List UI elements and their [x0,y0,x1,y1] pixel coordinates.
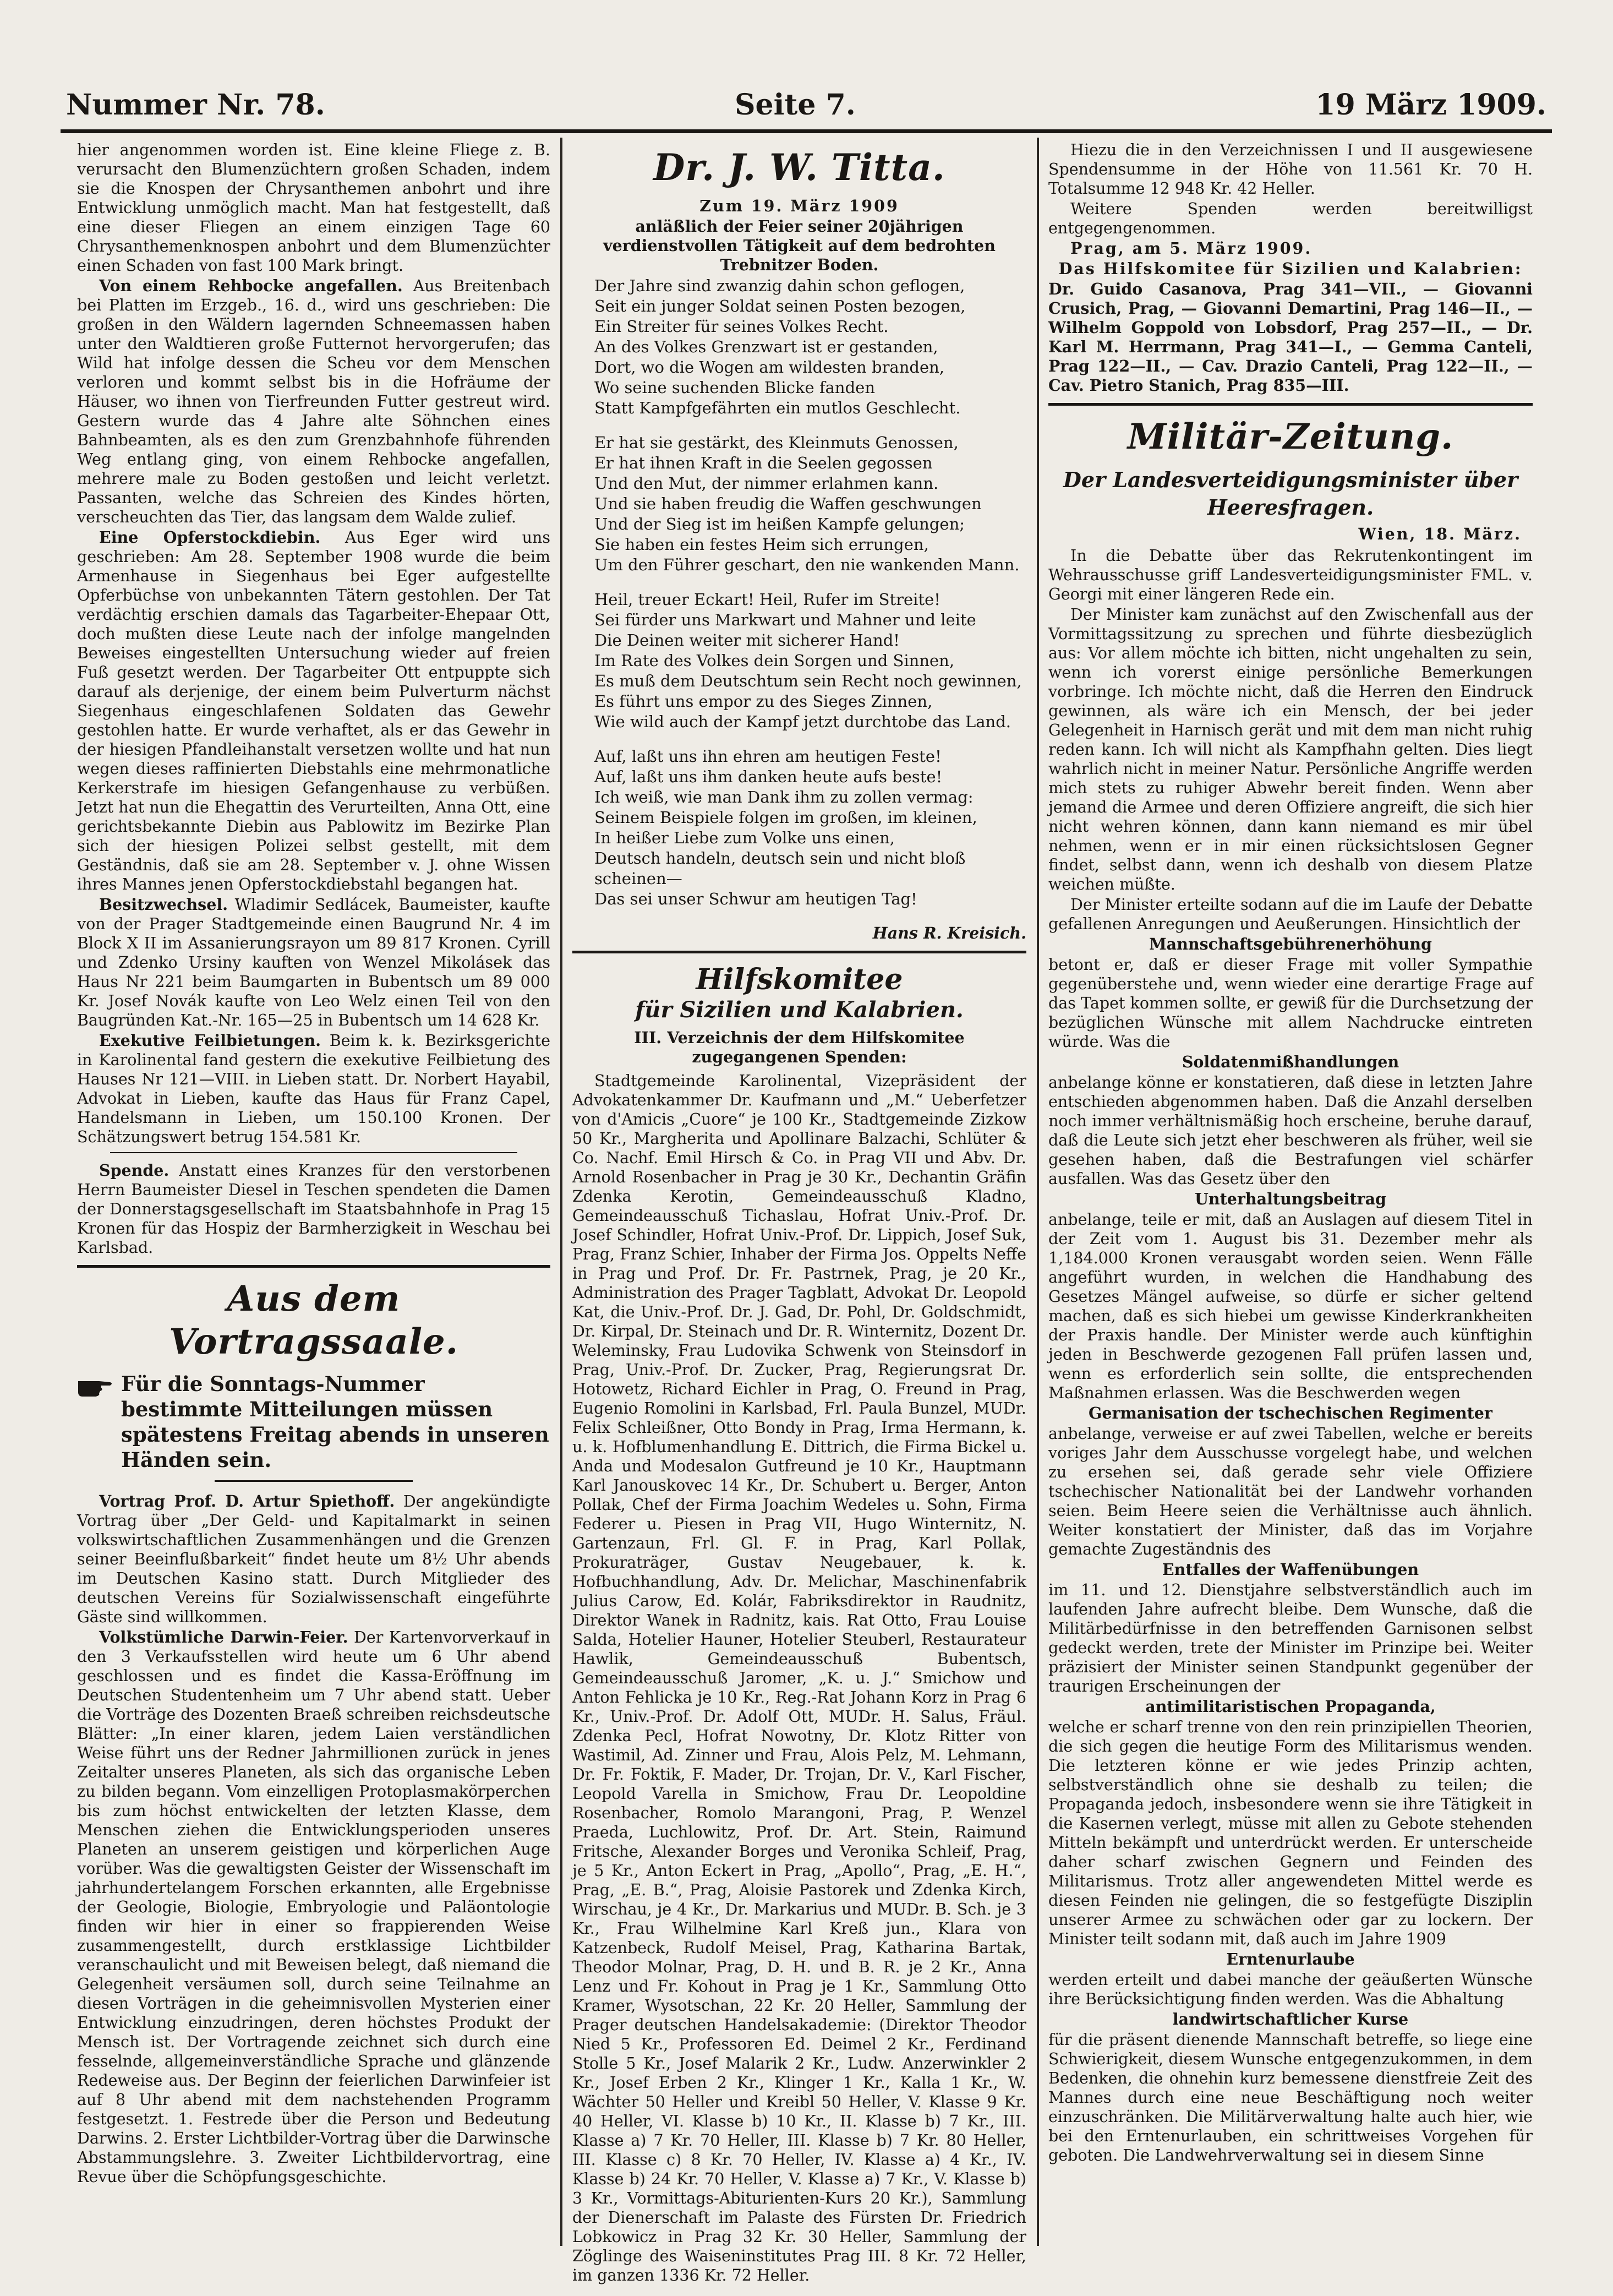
paragraph: betont er, daß er dieser Frage mit voller Sympathie gegenüberstehe und, wenn wieder eine derartige Frage auf das Tapet kommen sollte, er gewiß für die Durchsetzung der bezüglichen Wünsche mit allem Nachdrucke eintreten würde. Was die [1048,956,1533,1051]
poem-line: Der Jahre sind zwanzig dahin schon geflogen, [594,276,965,295]
item-heading: Von einem Rehbocke angefallen. [99,276,403,295]
poem-line: Es muß dem Deutschtum sein Recht noch gewinnen, [594,672,1022,690]
editorial-notice [77,1371,550,1473]
separator [110,1152,517,1153]
article-date: Zum 19. März 1909 [699,197,899,215]
page-number: Seite 7. [735,88,856,122]
pointing-hand-icon [77,1373,113,1398]
poem-stanza [594,276,1026,418]
poem-stanza [594,433,1026,575]
poem-line: Sie haben ein festes Heim sich errungen, [594,535,929,554]
paragraph: In die Debatte über das Rekrutenkontingent im Wehrausschusse griff Landesverteidigungsminister FML. v. Georgi mit einer längeren Rede ein. [1048,547,1533,603]
notice-text: Für die Sonntags-Nummer bestimmte Mitteilungen müssen spätestens Freitag abends in unseren Händen sein. [121,1372,549,1472]
subheading: antimilitaristischen Propaganda, [1145,1697,1436,1716]
item-heading: Spende. [99,1161,169,1180]
column-3 [1048,140,1533,2246]
poem-line: Es führt uns empor zu des Sieges Zinnen, [594,692,933,711]
poem-line: Statt Kampfgefährten ein mutlos Geschlecht. [594,399,961,417]
section-subtitle: für Sizilien und Kalabrien. [635,997,964,1023]
item-text: Der angekündigte Vortrag über „Der Geld- und Kapitalmarkt in seinen volkswirtschaftlichen Zusammenhängen und die Grenzen seiner Beeinflußbarkeit“ findet heute um 8½ Uhr abends im Deutschen Kasino statt. Durch Mitglieder des deutschen Vereins für Sozialwissenschaft eingeführte Gäste sind willkommen. [77,1492,550,1626]
poem-line: Um den Führer geschart, den nie wankenden Mann. [594,555,1020,574]
dateline: Wien, 18. März. [1358,525,1522,543]
subheading: Unterhaltungsbeitrag [1195,1190,1386,1208]
paragraph: im 11. und 12. Dienstjahre selbstverständlich auch im laufenden Jahre aufrecht bleibe. Dem Wunsche, daß die Militärbedürfnisse in den betreffenden Garnisonen selbst gedeckt werden, trete der Minister im Prinzipe bei. Weiter präzisiert der Minister seinen Standpunkt gegenüber der traurigen Erscheinungen der [1048,1581,1533,1695]
poem-line: Seinem Beispiele folgen im großen, im kleinen, [594,808,977,827]
separator [215,1480,413,1482]
poem-line: Im Rate des Volkes dein Sorgen und Sinnen, [594,651,955,670]
item-heading: Exekutive Feilbietungen. [99,1031,321,1050]
section-rule [572,951,1026,953]
news-item [77,528,550,894]
committee-members: Dr. Guido Casanova, Prag 341—VII., — Giovanni Crusich, Prag, — Giovanni Demartini, Prag 146—II., — Wilhelm Goppold von Lobsdorf, Prag 257—II., — Dr. Karl M. Herrmann, Prag 341—I., — Gemma Canteli, Prag 122—II., — Cav. Drazio Canteli, Prag 122—II., — Cav. Pietro Stanich, Prag 835—III. [1048,280,1533,395]
paragraph: werden erteilt und dabei manche der geäußerten Wünsche ihre Berücksichtigung finden werden. Was die Abhaltung [1048,1971,1533,2008]
header-rule [61,129,1552,133]
page-header [66,77,1546,127]
news-item [77,1628,550,2186]
poem-line: Die Deinen weiter mit sicherer Hand! [594,631,900,650]
poem-line: Und sie haben freudig die Waffen geschwungen [594,494,982,513]
poem-stanza [594,590,1026,732]
section-subtitle: Der Landesverteidigungsminister über [1063,467,1518,492]
poem-line: In heißer Liebe zum Volke uns einen, [594,828,895,847]
item-text: Wladimir Sedlácek, Baumeister, kaufte von der Prager Stadtgemeinde einen Baugrund Nr. 4 im Block X II im Assanierungsrayon um 89 817 Kronen. Cyrill und Zdenko Ursiny kauften von Wenzel Mikolásek das Haus Nr 221 beim Baumgarten in Bubentsch um 89 000 Kr. Josef Novák kaufte von Leo Welz einen Teil von den Baugründen Kat.-Nr. 165—25 in Bubentsch um 14 628 Kr. [77,896,551,1029]
poem-line: Heil, treuer Eckart! Heil, Rufer im Streite! [594,590,941,609]
paragraph: anbelange könne er konstatieren, daß diese in letzten Jahre entschieden abgenommen haben. Daß die Anzahl derselben noch immer verhältnismäßig hoch erscheine, beruhe darauf, daß die Leute sich jetzt eher beschweren als früher, weil sie gesehen haben, daß die Bestrafungen viel schärfer ausfallen. Was das Gesetz über den [1048,1073,1533,1188]
news-item [77,895,550,1030]
poem-line: Auf, laßt uns ihn ehren am heutigen Feste! [594,747,942,766]
paragraph: Hiezu die in den Verzeichnissen I und II ausgewiesene Spendensumme in der Höhe von 11.561 Kr. 70 H. Totalsumme 12 948 Kr. 42 Heller. [1048,141,1533,198]
section-title: Aus dem Vortragssaale. [169,1278,458,1362]
section-subtitle: Heeresfragen. [1207,495,1374,520]
news-item [77,1492,550,1627]
paragraph: welche er scharf trenne von den rein prinzipiellen Theorien, die sich gegen die heutige Form des Militarismus wenden. Die letzteren könne er wie jedes Prinzip achten, selbstverständlich ohne sie deshalb zu teilen; die Propaganda jedoch, insbesondere wenn sie ihre Tätigkeit in die Kasernen verlegt, müsse mit allen zu Gebote stehenden Mitteln bekämpft und unterdrückt werden. Er unterscheide daher scharf zwischen Gegnern und Feinden des Militarismus. Trotz aller angewendeten Mittel werde es diesen Feinden nie gelingen, die so festgefügte Disziplin unserer Armee zu schwächen oder gar zu lockern. Der Minister teilt sodann mit, daß auch im Jahre 1909 [1048,1718,1533,1948]
poem-line: Seit ein junger Soldat seinen Posten bezogen, [594,297,966,315]
poem-line: Er hat ihnen Kraft in die Seelen gegossen [594,454,933,472]
issue-date: 19 März 1909. [1315,88,1546,122]
dateline: Prag, am 5. März 1909. [1070,239,1313,258]
subheading: Entfalles der Waffenübungen [1162,1560,1419,1579]
paragraph: Der Minister kam zunächst auf den Zwischenfall aus der Vormittagssitzung zu sprechen und führte diesbezüglich aus: Vor allem möchte ich bitten, nicht ungehalten zu sein, wenn ich vorerst einige persönliche Bemerkungen vorbringe. Ich möchte nicht, daß die Herren den Eindruck gewinnen, als wäre ich ein Mensch, der bei jeder Gelegenheit in Harnisch gerät und mit dem man nicht ruhig reden kann. Ich will nicht als Kampfhahn gelten. Dies liegt wahrlich nicht in meiner Natur. Persönliche Angriffe werden mich stets zu ruhiger Abwehr bereit finden. Wenn aber jemand die Armee und deren Offiziere angreift, die sich hier nicht wehren können, dann kann niemand es mir übel nehmen, wenn er in mir einen rücksichtslosen Gegner findet, selbst dann, wenn ich deshalb von diesem Platze weichen müßte. [1048,606,1533,893]
section-title: Hilfskomitee [696,963,903,996]
article-intro: anläßlich der Feier seiner 20jährigen verdienstvollen Tätigkeit auf dem bedrohten Trebnitzer Boden. [603,217,996,274]
item-heading: Vortrag Prof. D. Artur Spiethoff. [99,1492,395,1510]
item-text: Beim k. k. Bezirksgerichte in Karolinental fand gestern die exekutive Feilbietung des Hauses Nr 121—VIII. in Lieben statt. Dr. Norbert Hayabil, Advokat in Lieben, kaufte das Haus für Franz Capel, Handelsmann in Lieben, um 150.100 Kronen. Der Schätzungswert betrug 154.581 Kr. [77,1032,550,1146]
subheading: landwirtschaftlicher Kurse [1172,2010,1409,2028]
poem-line: Ein Streiter für seines Volkes Recht. [594,317,889,336]
poem-line: Ich weiß, wie man Dank ihm zu zollen vermag: [594,788,974,806]
poem-line: Wie wild auch der Kampf jetzt durchtobe das Land. [594,712,1011,731]
section-lead: III. Verzeichnis der dem Hilfskomitee zugegangenen Spenden: [634,1028,965,1066]
poem-line: Deutsch handeln, deutsch sein und nicht bloß scheinen— [594,849,966,888]
poem-line: Und der Sieg ist im heißen Kampfe gelungen; [594,515,965,533]
column-2 [572,140,1026,2284]
paragraph: anbelange, verweise er auf zwei Tabellen, welche er bereits voriges Jahr dem Ausschusse vorgelegt habe, und welchen zu ersehen sei, daß gerade sehr viele Offiziere tschechischer Nationalität bei der Landwehr vorhanden seien. Beim Heere seien die Verhältnisse auch ähnlich. Weiter konstatiert der Minister, daß das im Vorjahre gemachte Zugeständnis des [1048,1425,1533,1558]
item-heading: Eine Opferstockdiebin. [99,528,321,547]
item-text: Anstatt eines Kranzes für den verstorbenen Herrn Baumeister Diesel in Teschen spendeten die Damen der Donnerstagsgesellschaft im Staatsbahnhofe in Prag 15 Kronen für das Hospiz der Barmherzigkeit in Weschau bei Karlsbad. [77,1161,550,1257]
section-rule [1048,403,1533,406]
paragraph: für die präsent dienende Mannschaft betreffe, so liege eine Schwierigkeit, diesem Wunsche entgegenzukommen, in dem Bedenken, die ohnehin kurz bemessene dienstfreie Zeit des Mannes durch eine neue Beschäftigung noch weiter einzuschränken. Die Militärverwaltung halte auch hier, wie bei den Erntenurlauben, ein schrittweises Vorgehen für geboten. Die Landwehrverwaltung sei in diesem Sinne [1048,2031,1533,2164]
item-heading: Volkstümliche Darwin-Feier. [99,1628,348,1646]
poem-line: Und den Mut, der nimmer erlahmen kann. [594,474,939,493]
poem-line: Er hat sie gestärkt, des Kleinmuts Genossen, [594,433,959,452]
section-rule [77,1265,550,1268]
item-heading: Besitzwechsel. [99,895,228,914]
article-title: Dr. J. W. Titta. [653,146,945,189]
section-title: Militär-Zeitung. [1127,416,1454,457]
poem-line: Auf, laßt uns ihm danken heute aufs beste! [594,767,943,786]
subheading: Germanisation der tschechischen Regimenter [1089,1404,1492,1422]
donation-list: Stadtgemeinde Karolinental, Vizepräsident der Advokatenkammer Dr. Kaufmann und „M.“ Ueberfetzer von d'Amicis „Cuore“ je 100 Kr., Stadtgemeinde Zizkow 50 Kr., Margherita und Apollinare Balzachi, Schlüter & Co. Nachf. Emil Hirsch & Co. in Prag VII und Abv. Dr. Arnold Rosenbacher in Prag je 30 Kr., Dechantin Gräfin Zdenka Kerotin, Gemeindeausschuß Kladno, Gemeindeausschuß Tichaslau, Hofrat Univ.-Prof. Dr. Josef Schindler, Hofrat Univ.-Prof. Dr. Lippich, Josef Suk, Prag, Franz Schier, Inhaber der Firma Jos. Oppelts Neffe in Prag und Prof. Dr. Fr. Pastrnek, Prag, je 20 Kr., Administration des Prager Tagblatt, Advokat Dr. Leopold Kat, die Univ.-Prof. Dr. J. Gad, Dr. Pohl, Dr. Goldschmidt, Dr. Kirpal, Dr. Steinach und Dr. R. Winternitz, Dozent Dr. Weleminsky, Frau Ludovika Schwenk von Steinsdorf in Prag, Univ.-Prof. Dr. Zucker, Prag, Regierungsrat Dr. Hotowetz, Richard Eichler in Prag, O. Freund in Prag, Eugenio Romolini in Karlsbad, Frl. Paula Bunzel, MUDr. Felix Schleißner, Otto Bondy in Prag, Irma Hermann, k. u. k. Hofblumenhandlung E. Dittrich, die Firma Bickel u. Anda und Modesalon Gutfreund je 10 Kr., Hauptmann Karl Janouskovec 14 Kr., Dr. Schubert u. Berger, Anton Pollak, Chef der Firma Joachim Wedeles u. Sohn, Firma Federer u. Piesen in Prag VII, Hugo Winternitz, N. Gartenzaun, Frl. Gl. F. in Prag, Karl Pollak, Prokuraträger, Gustav Neugebauer, k. k. Hofbuchhandlung, Adv. Dr. Melichar, Maschinenfabrik Julius Carow, Ed. Kolár, Fabriksdirektor in Raudnitz, Direktor Wanek in Radnitz, kais. Rat Otto, Frau Louise Salda, Hotelier Hauner, Hotelier Steuberl, Restaurateur Hawlik, Gemeindeausschuß Bubentsch, Gemeindeausschuß Jaromer, „K. u. J.“ Smichow und Anton Fehlicka je 10 Kr., Reg.-Rat Johann Korz in Prag 6 Kr., Univ.-Prof. Dr. Adolf Ott, MUDr. H. Salus, Fräul. Zdenka Pecl, Hofrat Nowotny, Dr. Klotz Ritter von Wastimil, Ad. Zinner und Frau, Alois Pelz, M. Lehmann, Dr. Fr. Foktik, F. Mader, Dr. Trojan, Dr. V., Karl Fischer, Leopold Varella in Smichow, Frau Dr. Leopoldine Rosenbacher, Romolo Marangoni, Prag, P. Wenzel Praeda, Luchlowitz, Prof. Dr. Art. Stein, Raimund Fritsche, Alexander Borges und Veronika Schleif, Prag, je 5 Kr., Anton Eckert in Prag, „Apollo“, Prag, „E. H.“, Prag, „E. B.“, Prag, Aloisie Pastorek und Zdenka Kirch, Wirschau, je 4 Kr., Dr. Markarius und MUDr. B. Sch. je 3 Kr., Frau Wilhelmine Karl Kreß jun., Klara von Katzenbeck, Rudolf Meisel, Prag, Katharina Bartak, Theodor Molnar, Prag, D. H. und B. R. je 2 Kr., Anna Lenz und Fr. Kohout in Prag je 1 Kr., Sammlung Otto Kramer, Wysotschan, 22 Kr. 20 Heller, Sammlung der Prager deutschen Handelsakademie: (Direktor Theodor Nied 5 Kr., Professoren Ed. Deimel 2 Kr., Ferdinand Stolle 5 Kr., Josef Malarik 2 Kr., Ludw. Anzerwinkler 2 Kr., Josef Erben 2 Kr., Klinger 1 Kr., Kalla 1 Kr., W. Wächter 50 Heller und Kreibl 50 Heller, V. Klasse 9 Kr. 40 Heller, VI. Klasse b) 10 Kr., II. Klasse b) 7 Kr., III. Klasse a) 7 Kr. 70 Heller, III. Klasse b) 7 Kr. 80 Heller, III. Klasse c) 8 Kr. 70 Heller, IV. Klasse a) 4 Kr., IV. Klasse b) 24 Kr. 70 Heller, V. Klasse a) 7 Kr., V. Klasse b) 3 Kr., Vormittags-Abiturienten-Kurs 20 Kr.), Sammlung der Dienerschaft im Palaste des Fürsten Dr. Friedrich Lobkowicz in Prag 32 Kr. 30 Heller, Sammlung der Zöglinge des Waiseninstitutes Prag III. 8 Kr. 72 Heller, im ganzen 1336 Kr. 72 Heller. [572,1072,1026,2284]
subheading: Erntenurlaube [1226,1950,1355,1968]
news-item [77,1161,550,1257]
column-rule [1037,138,1039,2246]
paragraph: anbelange, teile er mit, daß an Auslagen auf diesem Titel in der Zeit vom 1. August bis 31. Dezember mehr als 1,184.000 Kronen verausgabt worden seien. Wenn Fälle angeführt wurden, in welchen die Handhabung des Gesetzes Mängel aufweise, so dürfe er sicher geltend machen, daß es sich hiebei um gewisse Kinderkrankheiten der Praxis handle. Der Minister werde auch künftighin jeden in Beschwerde gezogenen Fall prüfen lassen und, wenn es erforderlich sein sollte, die entsprechenden Maßnahmen erlassen. Was die Beschwerden wegen [1048,1210,1533,1402]
poem-line: Wo seine suchenden Blicke fanden [594,378,875,397]
subheading: Soldatenmißhandlungen [1182,1052,1399,1071]
poem-line: Das sei unser Schwur am heutigen Tag! [594,890,917,908]
news-item [77,276,550,527]
issue-number: Nummer Nr. 78. [66,88,325,122]
news-item [77,1031,550,1147]
item-text: Aus Eger wird uns geschrieben: Am 28. September 1908 wurde die beim Armenhause in Siegenhaus bei Eger aufgestellte Opferbüchse von unbekannten Tätern gestohlen. Der Tat verdächtig erschien damals das Tagarbeiter-Ehepaar Ott, doch mußten diese Leute nach der infolge mangelnden Beweises eingestellten Untersuchung wieder auf freien Fuß gesetzt werden. Der Tagarbeiter Ott entpuppte sich darauf als derjenige, der einem beim Pulverturm nächst Siegenhaus eingeschlafenen Soldaten das Gewehr gestohlen hatte. Er wurde verhaftet, als er das Gewehr in der hiesigen Pfandleihanstalt versetzen wollte und hat nun wegen dieses raffinierten Diebstahls eine mehrmonatliche Kerkerstrafe im hiesigen Gefangenhause zu verbüßen. Jetzt hat nun die Ehegattin des Verurteilten, Anna Ott, eine gerichtsbekannte Diebin aus Pablowitz im Bezirke Plan sich der hiesigen Polizei selbst gestellt, mit dem Geständnis, daß sie am 28. September v. J. ohne Wissen ihres Mannes jenen Opferstockdiebstahl begangen hat. [77,528,551,893]
poem [572,276,1026,909]
poem-signature: Hans R. Kreisich. [872,924,1026,942]
poem-line: Dort, wo die Wogen am wildesten branden, [594,358,945,377]
item-text: Aus Breitenbach bei Platten im Erzgeb., 16. d., wird uns geschrieben: Die großen in den Wäldern lagernden Schneemassen haben unter den Waldtieren große Futternot hervorgerufen; das Wild hat infolge dessen die Scheu vor dem Menschen verloren und kommt selbst bis in die Hofräume der Häuser, wo ihnen von Tierfreunden Futter gestreut wird. Gestern wurde das 4 Jahre alte Söhnchen eines Bahnbeamten, als es den zum Grenzbahnhofe führenden Weg entlang ging, von einem Rehbocke angefallen, mehrere male zu Boden gestoßen und leicht verletzt. Passanten, welche das Schreien des Kindes hörten, verscheuchten das Tier, das langsam dem Walde zulief. [77,277,550,526]
poem-line: Sei fürder uns Markwart und Mahner und leite [594,610,976,629]
item-text: Der Kartenvorverkauf in den 3 Verkaufsstellen wird heute um 6 Uhr abend geschlossen und es findet die Kassa-Eröffnung im Deutschen Studentenheim um 7 Uhr abend statt. Ueber die Vorträge des Dozenten Braeß schreiben reichsdeutsche Blätter: „In einer klaren, jedem Laien verständlichen Weise führt uns der Redner Jahrmillionen zurück in jenes Zeitalter unseres Planeten, als sich das organische Leben zu bilden begann. Vom einzelligen Protoplasmakörperchen bis zum höchst entwickelten der letzten Klasse, dem Menschen ziehen die Entwicklungsperioden unseres Planeten an unserem geistigen und körperlichen Auge vorüber. Was die gewaltigsten Geister der Wissenschaft im jahrhundertelangem Forschen erkannten, alle Ergebnisse der Geologie, Biologie, Embryologie und Paläontologie finden wir hier in einer so frappierenden Weise zusammengestellt, durch erstklassige Lichtbilder veranschaulicht und mit Beweisen belegt, daß niemand die Gelegenheit versäumen soll, durch seine Teilnahme an diesen Vorträgen in die geheimnisvollen Mysterien einer Entwicklung einzudringen, deren höchstes Produkt der Mensch ist. Der Vortragende zeichnet sich durch eine fesselnde, allgemeinverständliche Sprache und glänzende Redeweise aus. Der Beginn der feierlichen Darwinfeier ist auf 8 Uhr abend mit dem nachstehenden Programm festgesetzt. 1. Festrede über die Person und Bedeutung Darwins. 2. Erster Lichtbilder-Vortrag über die Darwinsche Abstammungslehre. 3. Zweiter Lichtbildervortrag, eine Revue über die Schöpfungsgeschichte. [77,1628,550,2186]
paragraph: Der Minister erteilte sodann auf die im Laufe der Debatte gefallenen Anregungen und Aeußerungen. Hinsichtlich der [1048,896,1533,933]
poem-line: An des Volkes Grenzwart ist er gestanden, [594,337,938,356]
paragraph: hier angenommen worden ist. Eine kleine Fliege z. B. verursacht den Blumenzüchtern großen Schaden, indem sie die Knospen der Chrysanthemen anbohrt und ihre Entwicklung unmöglich macht. Man hat festgestellt, daß eine dieser Fliegen an einem einzigen Tage 60 Chrysanthemenknospen anbohrt und dem Blumenzüchter einen Schaden von fast 100 Mark bringt. [77,141,550,275]
poem-stanza [594,746,1026,909]
committee-heading: Das Hilfskomitee für Sizilien und Kalabrien: [1058,259,1523,278]
subheading: Mannschaftsgebührenerhöhung [1149,935,1432,953]
paragraph: Weitere Spenden werden bereitwilligst entgegengenommen. [1048,200,1533,237]
column-rule [560,138,562,2246]
column-1 [77,140,550,2246]
